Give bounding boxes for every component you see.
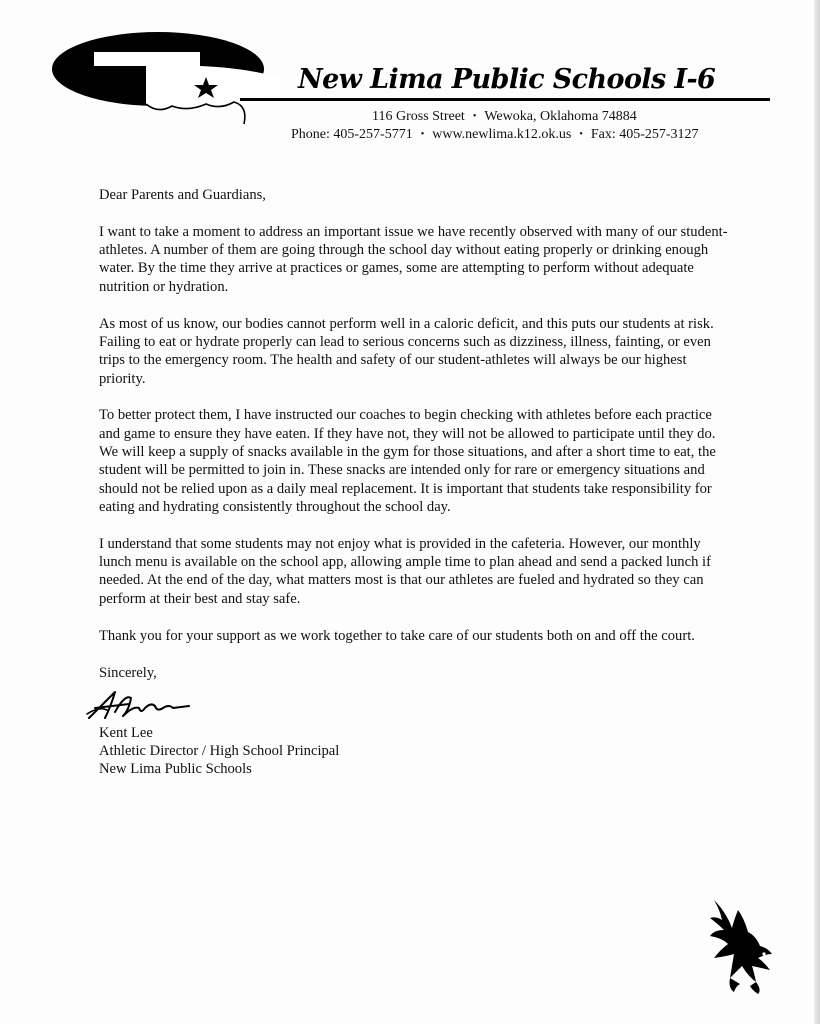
closing: Sincerely, [99,664,157,681]
paragraph-3: To better protect them, I have instructed our coaches to begin checking with athletes before each practice and game to ensure they have eaten. If they have not, they will not be allowed to participate until they do. We will keep a supply of snacks available in the gym for those situations, and after a short time to eat, the student will be permitted to join in. These snacks are intended only for rare or emergency situations and should not be relied upon as a daily meal replacement. It is important that students take responsibility for eating and hydrating consistently throughout the school day. [99,407,716,515]
salutation: Dear Parents and Guardians, [99,187,266,203]
signer-organization: New Lima Public Schools [99,761,252,778]
paragraph-4: I understand that some students may not enjoy what is provided in the cafeteria. However, our monthly lunch menu is available on the school app, allowing ample time to plan ahead and send a packed lunch if needed. At the end of the day, what matters most is that our athletes are fueled and hydrated so they can perform at their best and stay safe. [99,535,711,607]
address-line [372,109,637,125]
signer-title: Athletic Director / High School Principal [99,743,340,760]
paragraph-5: Thank you for your support as we work together to take care of our students both on and off the court. [99,627,695,644]
eagle-mascot-icon [700,896,778,996]
paragraph-1: I want to take a moment to address an important issue we have recently observed with many of our student-athletes. A number of them are going through the school day without eating properly or drinking enough water. By the time they arrive at practices or games, some are attempting to perform without adequate nutrition or hydration. [99,223,728,295]
paragraph-2: As most of us know, our bodies cannot perform well in a caloric deficit, and this puts our students at risk. Failing to eat or hydrate properly can lead to serious concerns such as dizziness, illness, fainting, or even trips to the emergency room. The health and safety of our student-athletes will always be our highest priority. [99,315,714,387]
handwritten-signature-icon [85,684,195,724]
street-address: 116 Gross Street [372,109,465,124]
oklahoma-state-star-icon [48,20,288,132]
separator-dot: • [579,129,583,140]
header-rule [240,98,770,101]
fax-number: Fax: 405-257-3127 [590,127,699,142]
separator-dot: • [472,111,477,122]
separator-dot: • [420,129,425,140]
website-link[interactable]: www.newlima.k12.ok.us [432,127,572,142]
letter-body [99,186,729,779]
contact-line [291,127,699,143]
phone-number: Phone: 405-257-5771 [291,127,413,142]
city-state-zip: Wewoka, Oklahoma 74884 [484,109,637,124]
signer-name: Kent Lee [99,724,153,741]
page-edge [814,0,820,1024]
school-name: New Lima Public Schools I-6 [298,64,716,95]
